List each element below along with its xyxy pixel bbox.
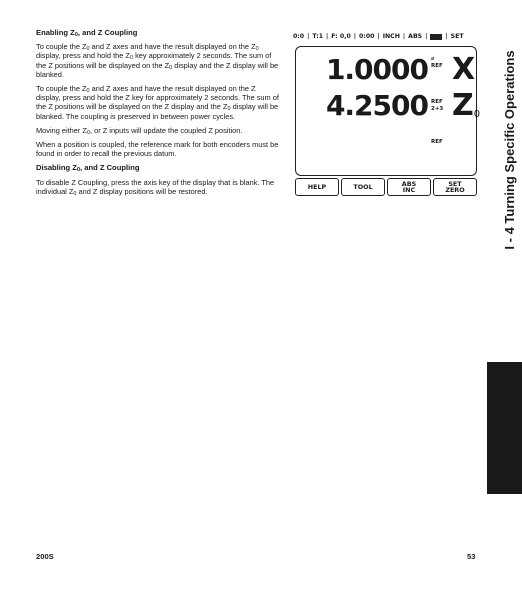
- heading-enabling: Enabling $Z_0$, and Z Coupling: [36, 28, 138, 38]
- footer-model: 200S: [36, 552, 54, 561]
- axis-display: [295, 46, 481, 176]
- chapter-sidebar: [498, 0, 522, 600]
- heading-disabling: Disabling $Z_0$, and Z Coupling: [36, 163, 140, 174]
- paragraph-3: Moving either $Z_0$, or Z inputs will update the coupled Z position.: [36, 125, 243, 136]
- page-number: 53: [467, 552, 476, 561]
- status-timer: 0:00: [359, 33, 375, 40]
- paragraph-5: To disable Z Coupling, press the axis key of the display that is blank. The individual $Z_0$ and Z display positions will be restored.: [36, 177, 275, 197]
- status-set: SET: [450, 33, 464, 40]
- chapter-title: I - 4 Turning Specific Operations: [502, 50, 517, 250]
- chapter-tab: [487, 362, 522, 494]
- status-feed: F: 0,0: [331, 33, 351, 40]
- status-units: INCH: [382, 33, 400, 40]
- ref-indicator-x: REF: [431, 63, 443, 69]
- abs-inc-softkey[interactable]: ABS INC: [387, 178, 431, 196]
- help-softkey[interactable]: HELP: [295, 178, 339, 196]
- axis-label-z: $Z_0$: [452, 88, 481, 123]
- softkey-bar: [295, 178, 477, 196]
- status-mode: ABS: [408, 33, 423, 40]
- axis-value-x: 1.0000: [325, 53, 428, 86]
- readout-screen: [293, 30, 481, 194]
- axis-row-x: [296, 53, 476, 89]
- axis-value-z: 4.2500: [325, 89, 428, 122]
- tool-softkey[interactable]: TOOL: [341, 178, 385, 196]
- text-column: [36, 28, 282, 201]
- axis-row-z: [296, 88, 481, 125]
- ref-indicator-3: REF: [431, 139, 443, 145]
- status-bar: 0:0 | T:1 | F: 0,0 | 0:00 | INCH | ABS | | SET: [293, 33, 464, 40]
- diameter-indicator: ⌀: [431, 56, 435, 62]
- set-zero-softkey[interactable]: SET ZERO: [433, 178, 477, 196]
- status-tool: T:1: [312, 33, 324, 40]
- paragraph-4: When a position is coupled, the reference mark for both encoders must be found in order to recall the previous datum.: [36, 140, 279, 159]
- paragraph-2: To couple the $Z_0$ and Z axes and have the result displayed on the Z display, press and hold the Z key for approximately 2 seconds. The sum of the Z positions will be displayed on the Z display and the $Z_0$ display will be blanked. The coupling is preserved in between power cycles.: [36, 84, 279, 121]
- ref-indicator-z: REF: [431, 99, 443, 105]
- status-datum: 0:0: [293, 33, 305, 40]
- coupling-indicator: 2+3: [431, 106, 444, 112]
- axis-label-x: X: [452, 52, 476, 87]
- paragraph-1: To couple the $Z_0$ and Z axes and have the result displayed on the $Z_0$ display, press and hold the $Z_0$ key approximately 2 seconds. The sum of the Z positions will be displayed on the $Z_0$ display and the Z display will be blanked.: [36, 42, 279, 79]
- flag-icon: [430, 34, 442, 40]
